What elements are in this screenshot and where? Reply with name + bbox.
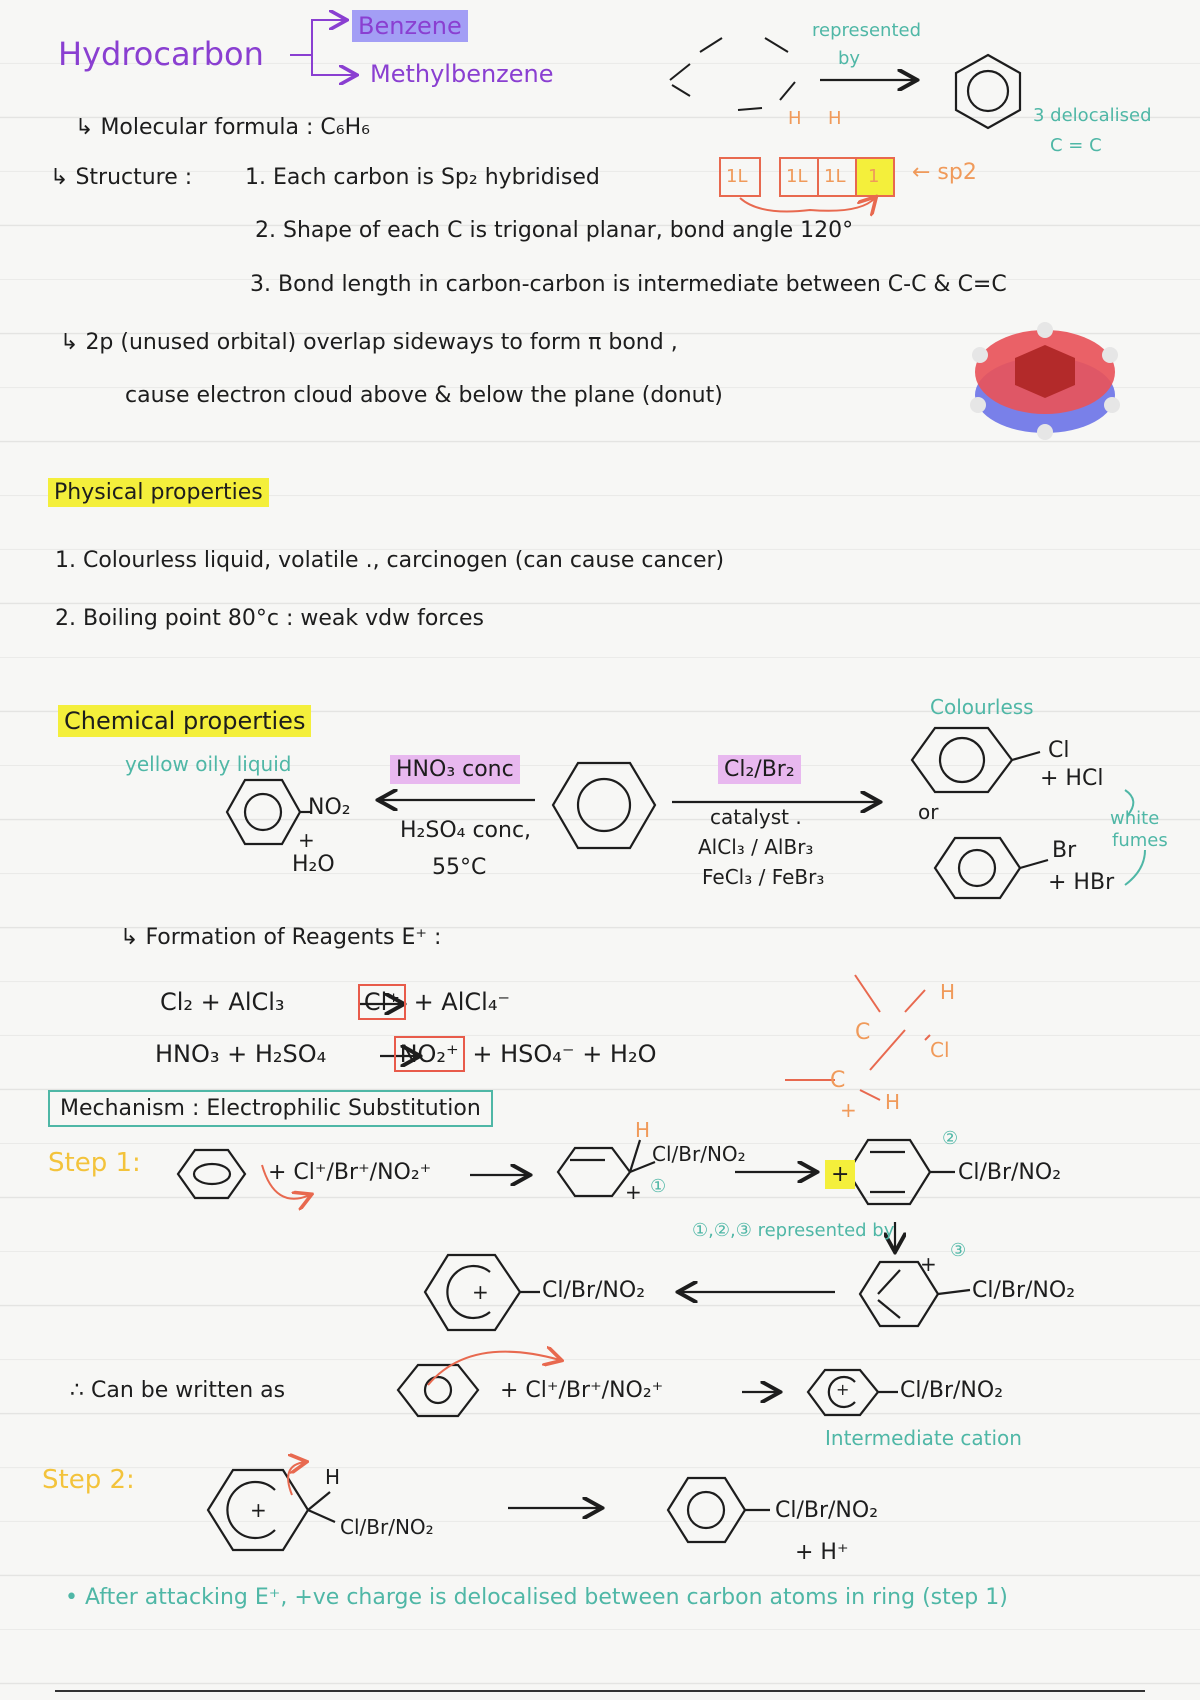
step2-plus: + xyxy=(250,1498,267,1522)
colourless-label: Colourless xyxy=(930,695,1034,719)
or-label: or xyxy=(918,800,939,824)
cc-label-cl: Cl xyxy=(930,1038,950,1062)
pi-note-line-1: ↳ 2p (unused orbital) overlap sideways to form π bond , xyxy=(60,330,678,355)
intermediate-cation-ring xyxy=(808,1370,898,1415)
reagents-heading-text: Formation of Reagents E⁺ : xyxy=(145,925,442,950)
delocalised-label-1: 3 delocalised xyxy=(1033,105,1152,126)
step1-plus-a: + xyxy=(625,1180,642,1204)
eq2-left: HNO₃ + H₂SO₄ xyxy=(155,1040,327,1068)
therefore-electrophile: + Cl⁺/Br⁺/NO₂⁺ xyxy=(500,1378,664,1403)
structure-point-2: 2. Shape of each C is trigonal planar, bond angle 120° xyxy=(255,218,854,243)
temperature: 55°C xyxy=(432,855,487,880)
intermediate-cation-label: Intermediate cation xyxy=(825,1426,1022,1450)
cc-label-h2: H xyxy=(885,1090,901,1114)
step2-sub: Cl/Br/NO₂ xyxy=(340,1515,434,1539)
yellow-oily-label: yellow oily liquid xyxy=(125,752,292,776)
formula-text: Molecular formula : C₆H₆ xyxy=(100,115,370,140)
catalyst-label: catalyst . xyxy=(710,805,802,829)
circle-1: ① xyxy=(650,1176,667,1197)
cl-substituent: Cl xyxy=(1048,738,1070,763)
step1-sub-b: Cl/Br/NO₂ xyxy=(958,1160,1062,1185)
structure-point-1: 1. Each carbon is Sp₂ hybridised xyxy=(245,165,600,190)
chlorobenzene-ring xyxy=(912,728,1040,792)
orbital-2: 1L xyxy=(786,166,808,187)
h-label-2: H xyxy=(828,108,842,129)
step1-electrophile: + Cl⁺/Br⁺/NO₂⁺ xyxy=(268,1160,432,1185)
branch-arrows xyxy=(290,20,355,75)
cc-label-c1: C xyxy=(855,1020,871,1045)
step2-cation-ring xyxy=(208,1470,335,1550)
hno3-reagent: HNO₃ conc xyxy=(390,755,520,784)
step1-intermediate-b xyxy=(848,1140,955,1204)
delocalised-label-2: C = C xyxy=(1050,135,1102,156)
therefore-label: ∴ Can be written as xyxy=(70,1378,286,1403)
catalyst-2: FeCl₃ / FeBr₃ xyxy=(702,865,825,889)
step2-product-ring xyxy=(668,1478,770,1542)
circle-3: ③ xyxy=(950,1240,967,1261)
eq1-left: Cl₂ + AlCl₃ xyxy=(160,988,285,1016)
step1-label: Step 1: xyxy=(48,1148,141,1178)
br-substituent: Br xyxy=(1052,838,1077,863)
step1-sub-a: Cl/Br/NO₂ xyxy=(652,1142,746,1166)
eq2-electrophile: NO₂⁺ xyxy=(394,1036,465,1072)
physical-point-2: 2. Boiling point 80°c : weak vdw forces xyxy=(55,606,484,631)
mechanism-heading: Mechanism : Electrophilic Substitution xyxy=(48,1090,493,1127)
cc-label-c2: C xyxy=(830,1068,846,1093)
h2o-product: H₂O xyxy=(292,852,335,877)
equation-2 xyxy=(155,1040,656,1068)
structure-label: ↳ Structure : xyxy=(50,165,193,190)
h2so4-condition: H₂SO₄ conc, xyxy=(400,818,532,843)
step2-product-sub: Cl/Br/NO₂ xyxy=(775,1498,879,1523)
circle-2: ② xyxy=(942,1128,959,1149)
branch-benzene: Benzene xyxy=(352,10,468,42)
structure-text: Structure : xyxy=(75,165,193,190)
intermediate-plus: + xyxy=(836,1380,850,1399)
white-fumes-2: fumes xyxy=(1112,830,1168,851)
cc-label-plus: + xyxy=(840,1098,857,1122)
halogen-reagent: Cl₂/Br₂ xyxy=(718,755,801,784)
reagents-heading: ↳ Formation of Reagents E⁺ : xyxy=(120,925,442,950)
equation-1 xyxy=(160,988,510,1016)
represented-label-1: represented xyxy=(812,20,922,41)
white-fumes-1: white xyxy=(1110,808,1160,829)
hbr-product: + HBr xyxy=(1048,870,1115,895)
step1-benzene xyxy=(178,1150,245,1198)
therefore-benzene xyxy=(398,1365,478,1416)
h-label-1: H xyxy=(788,108,802,129)
catalyst-1: AlCl₃ / AlBr₃ xyxy=(698,835,814,859)
pi-cloud-illustration xyxy=(970,322,1120,440)
benzene-ring-top xyxy=(956,55,1020,128)
represented-by-note: ①,②,③ represented by xyxy=(692,1220,895,1241)
molecular-formula: ↳ Molecular formula : C₆H₆ xyxy=(75,115,370,140)
step1-h: H xyxy=(635,1118,651,1142)
represented-label-2: by xyxy=(838,48,861,69)
eq1-electrophile: Cl⁺ xyxy=(358,984,406,1020)
page-bottom-rule xyxy=(55,1690,1145,1692)
page-title: Hydrocarbon xyxy=(58,35,264,73)
branch-methylbenzene: Methylbenzene xyxy=(370,60,554,88)
eq2-right: + HSO₄⁻ + H₂O xyxy=(472,1040,657,1068)
step1-plus-b: + xyxy=(825,1160,855,1189)
step1-sub-c: Cl/Br/NO₂ xyxy=(972,1278,1076,1303)
sp2-label: ← sp2 xyxy=(912,160,977,185)
chemical-heading: Chemical properties xyxy=(58,705,311,737)
benzene-center-ring xyxy=(553,763,655,848)
delocalised-sub: Cl/Br/NO₂ xyxy=(542,1278,646,1303)
physical-heading: Physical properties xyxy=(48,478,269,507)
step1-plus-c: + xyxy=(920,1252,937,1276)
step2-h: H xyxy=(325,1465,341,1489)
no2-product: NO₂ xyxy=(308,795,351,820)
hcl-product: + HCl xyxy=(1040,766,1104,791)
eq1-right: + AlCl₄⁻ xyxy=(413,988,511,1016)
pi-note-line-2: cause electron cloud above & below the plane (donut) xyxy=(125,383,723,408)
step2-h-plus: + H⁺ xyxy=(795,1540,849,1565)
kekule-benzene xyxy=(670,38,795,110)
bromobenzene-ring xyxy=(935,838,1048,898)
step1-intermediate-c xyxy=(860,1262,970,1326)
delocalised-plus: + xyxy=(472,1280,489,1304)
orbital-4: 1 xyxy=(868,166,880,187)
plus-sign: + xyxy=(298,828,315,852)
orbital-3: 1L xyxy=(824,166,846,187)
cc-label-h1: H xyxy=(940,980,956,1004)
footnote: • After attacking E⁺, +ve charge is delocalised between carbon atoms in ring (step 1) xyxy=(65,1585,1008,1610)
step2-label: Step 2: xyxy=(42,1465,135,1495)
intermediate-sub: Cl/Br/NO₂ xyxy=(900,1378,1004,1403)
orbital-1: 1L xyxy=(726,166,748,187)
pi-note-text-1: 2p (unused orbital) overlap sideways to form π bond , xyxy=(85,330,678,355)
structure-point-3: 3. Bond length in carbon-carbon is intermediate between C-C & C=C xyxy=(250,272,1007,297)
physical-point-1: 1. Colourless liquid, volatile ., carcinogen (can cause cancer) xyxy=(55,548,725,573)
